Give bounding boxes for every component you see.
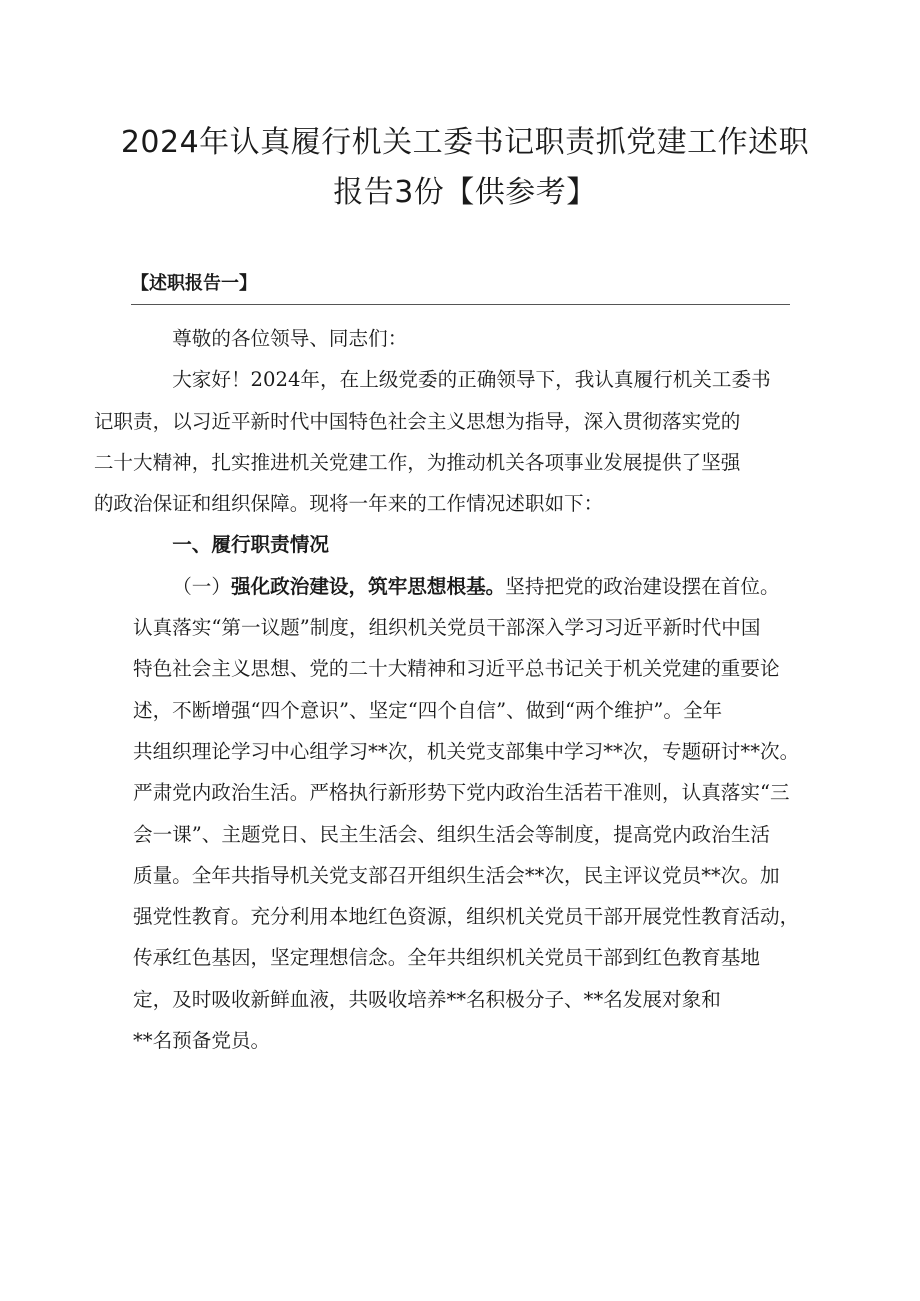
item-1-line: 认真落实“第一议题”制度，组织机关党员干部深入学习习近平新时代中国 xyxy=(133,616,761,640)
item-1-line: 严肃党内政治生活。严格执行新形势下党内政治生活若干准则，认真落实“三 xyxy=(133,781,790,805)
heading-duty-performance: 一、履行职责情况 xyxy=(172,533,329,557)
title-line-2: 报告3份【供参考】 xyxy=(333,175,597,210)
intro-line: 记职责，以习近平新时代中国特色社会主义思想为指导，深入贯彻落实党的 xyxy=(93,409,741,433)
tail-line: **名预备党员。 xyxy=(133,1029,271,1053)
document-title xyxy=(120,118,810,218)
intro-paragraph xyxy=(93,359,793,524)
intro-line: 大家好！2024年，在上级党委的正确领导下，我认真履行机关工委书 xyxy=(172,368,771,392)
section-heading: 【述职报告一】 xyxy=(131,273,257,294)
item-1-first-line xyxy=(133,566,793,607)
item-1-line: 共组织理论学习中心组学习**次，机关党支部集中学习**次，专题研讨**次。 xyxy=(133,739,800,763)
intro-line: 二十大精神，扎实推进机关党建工作，为推动机关各项事业发展提供了坚强 xyxy=(93,450,741,474)
tail-line: 定，及时吸收新鲜血液，共吸收培养**名积极分子、**名发展对象和 xyxy=(133,987,721,1011)
item-1-line: 述，不断增强“四个意识”、坚定“四个自信”、做到“两个维护”。全年 xyxy=(133,698,723,722)
section-divider xyxy=(131,304,790,305)
item-1-line: 特色社会主义思想、党的二十大精神和习近平总书记关于机关党建的重要论 xyxy=(133,657,780,681)
item-1-first-text: 坚持把党的政治建设摆在首位。 xyxy=(505,574,780,598)
intro-line: 的政治保证和组织保障。现将一年来的工作情况述职如下： xyxy=(93,492,604,516)
item-1-line: 质量。全年共指导机关党支部召开组织生活会**次，民主评议党员**次。加 xyxy=(133,863,780,887)
item-1-paragraph xyxy=(133,566,800,979)
item-1-line: 传承红色基因，坚定理想信念。全年共组织机关党员干部到红色教育基地 xyxy=(133,946,760,970)
item-1-line: 强党性教育。充分利用本地红色资源，组织机关党员干部开展党性教育活动， xyxy=(133,905,800,929)
document-body xyxy=(93,318,800,1061)
tail-paragraph xyxy=(133,979,793,1062)
item-1-prefix: （一） xyxy=(172,574,231,598)
item-1-line: 会一课”、主题党日、民主生活会、组织生活会等制度，提高党内政治生活 xyxy=(133,822,771,846)
item-1-bold-title: 强化政治建设，筑牢思想根基。 xyxy=(230,574,506,598)
salutation: 尊敬的各位领导、同志们： xyxy=(172,327,408,350)
title-line-1: 2024年认真履行机关工委书记职责抓党建工作述职 xyxy=(120,125,810,160)
